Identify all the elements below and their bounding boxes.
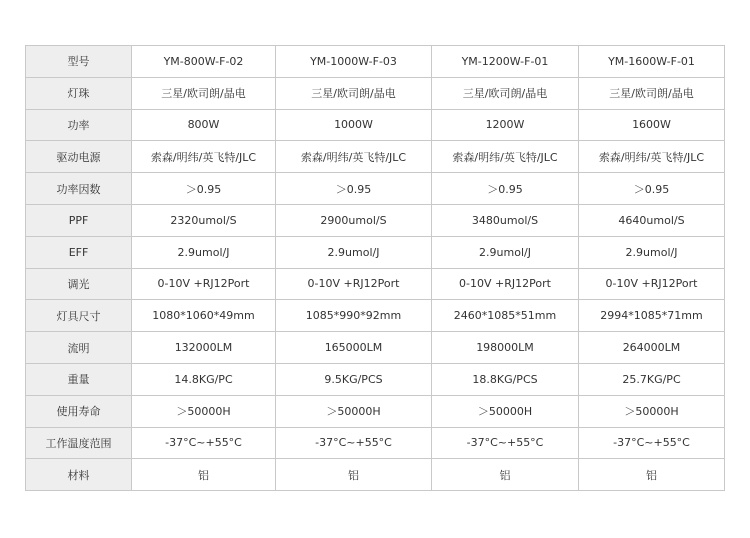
table-cell: 14.8KG/PC [132,363,276,395]
table-cell: 铝 [132,459,276,491]
table-cell: 25.7KG/PC [579,363,725,395]
table-cell: 264000LM [579,332,725,364]
table-cell: 铝 [579,459,725,491]
table-cell: ＞50000H [432,395,579,427]
table-cell: ＞0.95 [432,173,579,205]
table-cell: -37°C~+55°C [432,427,579,459]
table-cell: 2320umol/S [132,204,276,236]
table-cell: 132000LM [132,332,276,364]
row-label: 灯珠 [26,77,132,109]
table-row [26,46,725,78]
table-cell: ＞50000H [579,395,725,427]
table-row [26,141,725,173]
table-cell: 2.9umol/J [579,236,725,268]
table-row [26,77,725,109]
table-cell: 索森/明纬/英飞特/JLC [276,141,432,173]
table-cell: 9.5KG/PCS [276,363,432,395]
spec-table [25,45,725,491]
table-cell: 三星/欧司朗/晶电 [579,77,725,109]
table-cell: -37°C~+55°C [132,427,276,459]
table-cell: 铝 [432,459,579,491]
table-cell: 0-10V +RJ12Port [132,268,276,300]
table-cell: 1600W [579,109,725,141]
table-cell: 1200W [432,109,579,141]
row-label: 型号 [26,46,132,78]
table-cell: 索森/明纬/英飞特/JLC [579,141,725,173]
table-row [26,395,725,427]
row-label: PPF [26,204,132,236]
table-row [26,427,725,459]
row-label: 材料 [26,459,132,491]
table-cell: 三星/欧司朗/晶电 [276,77,432,109]
table-cell: YM-800W-F-02 [132,46,276,78]
row-label: 工作温度范围 [26,427,132,459]
table-cell: ＞0.95 [132,173,276,205]
row-label: EFF [26,236,132,268]
table-row [26,332,725,364]
table-cell: ＞50000H [276,395,432,427]
table-cell: 2.9umol/J [132,236,276,268]
table-cell: 18.8KG/PCS [432,363,579,395]
table-cell: YM-1200W-F-01 [432,46,579,78]
table-cell: YM-1000W-F-03 [276,46,432,78]
table-cell: ＞50000H [132,395,276,427]
row-label: 灯具尺寸 [26,300,132,332]
table-cell: 索森/明纬/英飞特/JLC [132,141,276,173]
table-cell: 1080*1060*49mm [132,300,276,332]
row-label: 驱动电源 [26,141,132,173]
table-cell: -37°C~+55°C [276,427,432,459]
table-cell: 1000W [276,109,432,141]
table-cell: ＞0.95 [579,173,725,205]
table-cell: 三星/欧司朗/晶电 [132,77,276,109]
row-label: 功率因数 [26,173,132,205]
spec-table-container [25,45,724,491]
table-cell: 2460*1085*51mm [432,300,579,332]
table-cell: 165000LM [276,332,432,364]
table-row [26,236,725,268]
table-row [26,268,725,300]
table-row [26,204,725,236]
table-row [26,459,725,491]
table-cell: 2900umol/S [276,204,432,236]
table-cell: 2.9umol/J [432,236,579,268]
table-row [26,173,725,205]
table-row [26,300,725,332]
table-row [26,109,725,141]
row-label: 调光 [26,268,132,300]
table-cell: 2.9umol/J [276,236,432,268]
table-cell: 索森/明纬/英飞特/JLC [432,141,579,173]
table-cell: YM-1600W-F-01 [579,46,725,78]
table-cell: 铝 [276,459,432,491]
row-label: 流明 [26,332,132,364]
table-cell: -37°C~+55°C [579,427,725,459]
table-cell: 2994*1085*71mm [579,300,725,332]
row-label: 功率 [26,109,132,141]
row-label: 使用寿命 [26,395,132,427]
table-cell: 1085*990*92mm [276,300,432,332]
table-cell: 0-10V +RJ12Port [579,268,725,300]
table-cell: 198000LM [432,332,579,364]
table-cell: 800W [132,109,276,141]
table-row [26,363,725,395]
table-cell: 三星/欧司朗/晶电 [432,77,579,109]
table-cell: 0-10V +RJ12Port [276,268,432,300]
table-cell: ＞0.95 [276,173,432,205]
table-cell: 0-10V +RJ12Port [432,268,579,300]
table-cell: 4640umol/S [579,204,725,236]
row-label: 重量 [26,363,132,395]
table-cell: 3480umol/S [432,204,579,236]
